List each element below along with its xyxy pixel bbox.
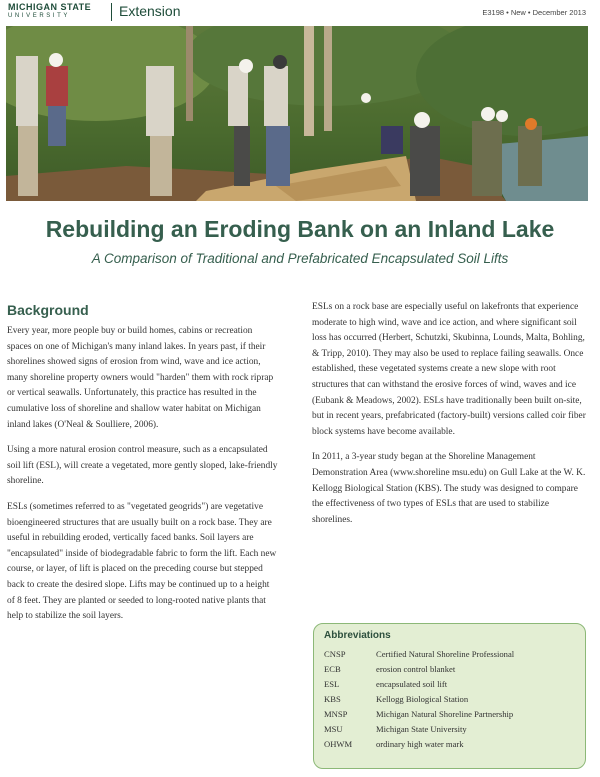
header-bar xyxy=(0,0,600,26)
publication-info: E3198 • New • December 2013 xyxy=(482,8,586,17)
abbreviation-definition: Michigan State University xyxy=(376,724,467,734)
abbreviation-code: MNSP xyxy=(324,709,348,719)
background-paragraph: Every year, more people buy or build homes, cabins or recreation spaces on one of Michigan's many inland lakes. In years past, if their shorelines showed signs of erosion from wind, wave and ice action, many shoreline property owners would "harden" them with rock riprap or vertical seawalls. Unfortunately, this practice has resulted in the cumulative loss of shoreline and shallow water habitat on Michigan inland lakes (O'Neal & Soulliere, 2006). xyxy=(7,326,274,430)
abbreviations-title: Abbreviations xyxy=(324,630,391,641)
abbreviation-definition: Certified Natural Shoreline Professional xyxy=(376,649,515,659)
abbreviation-definition: Kellogg Biological Station xyxy=(376,694,469,704)
background-paragraph: ESLs (sometimes referred to as "vegetated geogrids") are vegetative bioengineered structures that are usually built on a rock base. They are useful in rebuilding eroded, vertically faced banks. Soil layers are "encapsulated" inside of biodegradable fabric to form the lift. Each new course, or layer, of lift is placed on the preceding course but stepped back to create the desired slope. Lifts may be continued up to a height of 8 feet. They are planted or seeded to long-rooted native plants that help to stabilize the soil layers. xyxy=(7,501,277,622)
document-subtitle: A Comparison of Traditional and Prefabricated Encapsulated Soil Lifts xyxy=(91,251,509,266)
abbreviation-row xyxy=(324,707,575,722)
logo-line-2: UNIVERSITY xyxy=(8,13,71,19)
abbreviation-row xyxy=(324,692,575,707)
logo-line-1: MICHIGAN STATE xyxy=(8,2,92,12)
abbreviation-code: ESL xyxy=(324,679,340,689)
abbreviation-row xyxy=(324,647,575,662)
left-column xyxy=(7,300,279,635)
cover-photo-illustration xyxy=(6,26,588,201)
right-column xyxy=(312,300,588,538)
msu-logo xyxy=(8,2,108,22)
abbreviation-definition: ordinary high water mark xyxy=(376,739,464,749)
body-paragraph: In 2011, a 3-year study began at the Shoreline Management Demonstration Area (www.shoreline msu.edu) on Gull Lake at the W. K. Kellogg Biological Station (KBS). The study was designed to compare the effectiveness of two types of ESLs that are used to stabilize shorelines. xyxy=(312,452,586,525)
abbreviation-code: OHWM xyxy=(324,739,353,749)
abbreviation-code: ECB xyxy=(324,664,341,674)
abbreviation-code: KBS xyxy=(324,694,341,704)
extension-label: Extension xyxy=(119,3,181,19)
cover-photo xyxy=(6,26,588,201)
document-title: Rebuilding an Eroding Bank on an Inland Lake xyxy=(45,216,555,242)
abbreviation-row xyxy=(324,722,575,737)
abbreviation-definition: encapsulated soil lift xyxy=(376,679,448,689)
abbreviation-row xyxy=(324,677,575,692)
abbreviation-code: MSU xyxy=(324,724,343,734)
abbreviation-definition: Michigan Natural Shoreline Partnership xyxy=(376,709,514,719)
body-paragraph: ESLs on a rock base are especially useful on lakefronts that experience moderate to high wind, wave and ice action, and where significant soil loss has occurred (Herbert, Schutzki, Skubinna, Lounds, Malta, Bohling, & Tripp, 2010). They may also be used to replace failing seawalls. Once established, these vegetated systems create a new slope with root structures that can withstand the erosive forces of wind, waves and ice (Eubank & Meadows, 2002). ESLs have traditionally been built on-site, but in recent years, prefabricated (factory-built) versions called coir fiber block systems have become available. xyxy=(312,302,586,437)
header-divider xyxy=(111,3,112,21)
abbreviation-definition: erosion control blanket xyxy=(376,664,456,674)
abbreviation-code: CNSP xyxy=(324,649,346,659)
abbreviations-box xyxy=(313,623,586,769)
abbreviation-row xyxy=(324,662,575,677)
background-paragraph: Using a more natural erosion control measure, such as a encapsulated soil lift (ESL), will create a vegetated, more gently sloped, lake-friendly shoreline. xyxy=(7,445,278,487)
background-heading: Background xyxy=(7,302,89,318)
abbreviation-row xyxy=(324,737,575,752)
